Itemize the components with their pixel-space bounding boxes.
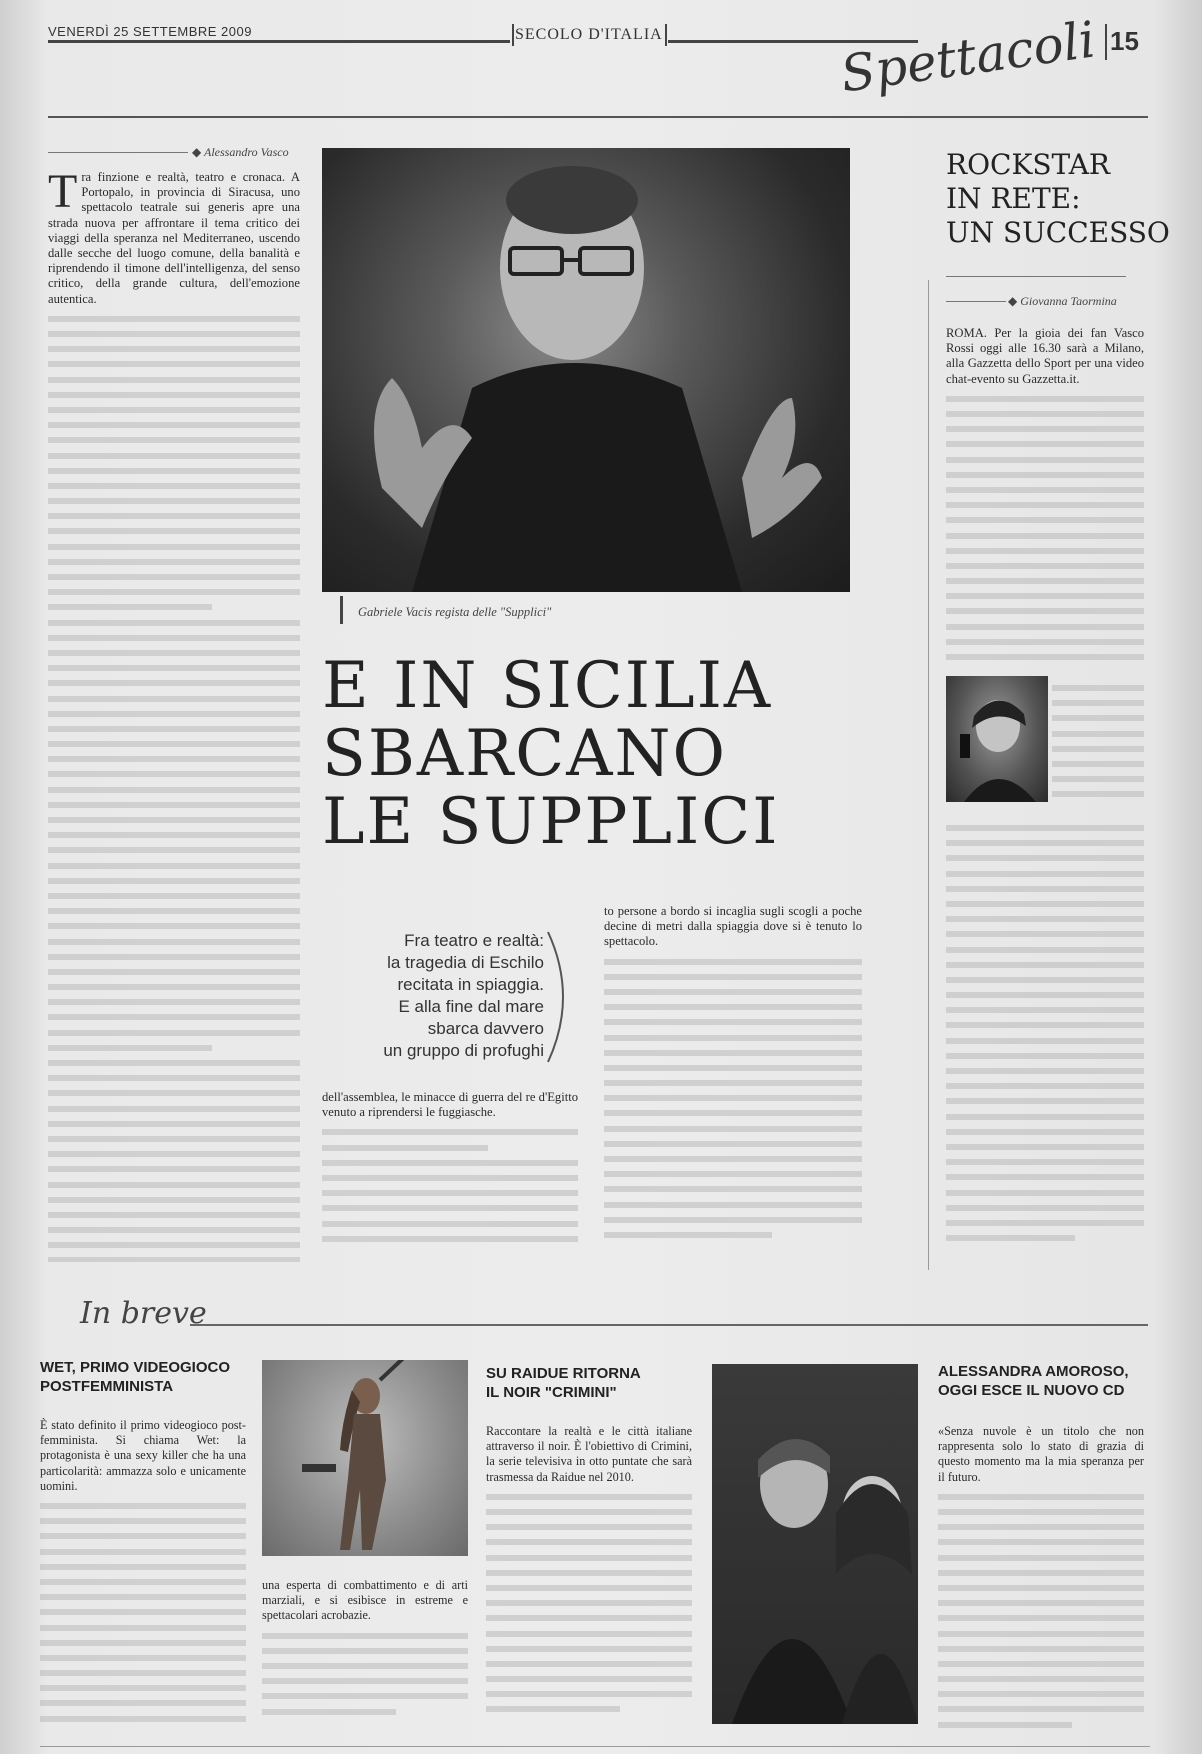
sidebar-column-top [946,326,1144,674]
brief-1-title [40,1358,260,1396]
brief-4-title-line-2: OGGI ESCE IL NUOVO CD [938,1382,1125,1399]
sidebar-wrap-column [1052,676,1144,808]
brief-1-text [40,1418,246,1738]
pull-quote-line-1: Fra teatro e realtà: [404,931,544,950]
brief-1-title-line-1: WET, PRIMO VIDEOGIOCO [40,1359,231,1376]
pull-quote-line-2: la tragedia di Eschilo [387,953,544,972]
sidebar-divider [928,280,929,1270]
couple-portrait-illustration [712,1364,918,1724]
crimini-photo [712,1364,918,1724]
headline-line-1: E IN SICILIA [322,649,773,723]
brief-3-title-line-2: IL NOIR "CRIMINI" [486,1384,617,1401]
dropcap: T [48,170,78,218]
in-breve-label: In breve [80,1296,207,1331]
brief-3-title [486,1364,686,1402]
body-text-placeholder [604,952,862,1241]
body-text-placeholder [48,309,300,1262]
body-text-placeholder [486,1487,692,1715]
headline-line-2: SBARCANO [322,717,727,791]
page-number: 15 [1110,26,1139,56]
body-text-placeholder [1052,678,1144,800]
pull-quote-bracket [544,930,578,1064]
brief-3-start: Raccontare la realtà e le città italiane attraverso il noir. È l'obiettivo di Crimini, la serie televisiva in otto puntate che sarà trasmessa da Raidue nel 2010. [486,1424,692,1484]
brief-2-text [262,1578,468,1738]
sidebar-headline [946,148,1170,250]
sidebar-byline-name: Giovanna Taormina [1020,294,1117,308]
headline-line-3: LE SUPPLICI [322,785,780,859]
paper-name: SECOLO D'ITALIA [515,26,663,43]
main-headline [322,649,862,859]
in-breve-rule [190,1324,1148,1326]
sidebar-byline-rule [946,301,1006,302]
sidebar-title-line-1: ROCKSTAR [946,148,1111,181]
body-text-placeholder [40,1496,246,1724]
body-text-placeholder [262,1626,468,1717]
sidebar-title-rule [946,276,1126,277]
brief-4-start: «Senza nuvole è un titolo che non rappresenta solo lo stato di grazia di questo momento ma la mia speranza per il futuro. [938,1424,1144,1484]
pull-quote-line-5: sbarca davvero [427,1019,544,1038]
body-text-placeholder [946,818,1144,1243]
brief-4-title [938,1362,1148,1400]
header-rule-left [48,40,510,43]
singer-illustration [946,676,1048,802]
column-3-text: to persone a bordo si incaglia sugli scogli a poche decine di metri dalla spiaggia dove si è tenuto lo spettacolo. [604,904,862,949]
wet-game-image [262,1360,468,1556]
vasco-rossi-photo [946,676,1048,802]
bottom-rule [40,1746,1150,1747]
brief-3-title-line-1: SU RAIDUE RITORNA [486,1365,641,1382]
brief-3-text [486,1424,692,1738]
brief-4-title-line-1: ALESSANDRA AMOROSO, [938,1363,1129,1380]
sidebar-column-bottom [946,816,1144,1264]
pull-quote-line-3: recitata in spiaggia. [397,975,544,994]
sidebar-intro: ROMA. Per la gioia dei fan Vasco Rossi oggi alle 16.30 sarà a Milano, alla Gazzetta dello Sport per una video chat-evento su Gazzetta.it. [946,326,1144,386]
game-heroine-illustration [262,1360,468,1556]
sidebar-byline: ◆ Giovanna Taormina [1008,294,1117,308]
byline-rule [48,152,188,153]
pull-quote-line-4: E alla fine dal mare [398,997,544,1016]
sidebar-title-line-2: IN RETE: [946,182,1081,215]
page-number-divider [1105,24,1107,60]
pull-quote-line-6: un gruppo di profughi [383,1041,544,1060]
main-byline-name: Alessandro Vasco [204,145,289,159]
photo-portrait-illustration [322,148,850,592]
brief-1-start: È stato definito il primo videogioco post-femminista. Si chiama Wet: la protagonista è una sexy killer che ha una particolarità: ammazza solo e unicamente uomini. [40,1418,246,1493]
body-text-placeholder [938,1487,1144,1730]
header-divider [665,24,667,46]
body-text-placeholder [322,1122,578,1244]
main-photo [322,148,850,592]
main-column-2 [322,1090,578,1262]
main-byline: ◆ Alessandro Vasco [192,145,289,159]
brief-2-start: una esperta di combattimento e di arti marziali, e si esibisce in estreme e spettacolari acrobazie. [262,1578,468,1623]
body-text-placeholder [946,389,1144,662]
main-intro: ra finzione e realtà, teatro e cronaca. A Portopalo, in provincia di Siracusa, uno spettacolo teatrale sui generis apre una strada nuova per affrontare il tema critico dei viaggi della speranza nel Mediterraneo, uscendo dalle secche del luogo comune, della banalità e riprendendo il timone dell'intelligenza, del senso critico, della grande cultura, dell'emozione autentica. [48,170,300,306]
main-column-3 [604,904,862,1262]
caption-marker [340,596,343,624]
brief-1-title-line-2: POSTFEMMINISTA [40,1378,174,1395]
main-column-1 [48,170,300,1262]
section-title: Spettacoli [837,10,1099,104]
issue-date: VENERDÌ 25 SETTEMBRE 2009 [48,24,252,39]
header-divider [512,24,514,46]
pull-quote [340,930,544,1062]
brief-4-text [938,1424,1144,1738]
masthead-rule [48,116,1148,118]
photo-caption: Gabriele Vacis regista delle "Supplici" [358,605,552,619]
column-2-text: dell'assemblea, le minacce di guerra del re d'Egitto venuto a riprendersi le fuggiasche. [322,1090,578,1120]
sidebar-title-line-3: UN SUCCESSO [946,216,1170,249]
